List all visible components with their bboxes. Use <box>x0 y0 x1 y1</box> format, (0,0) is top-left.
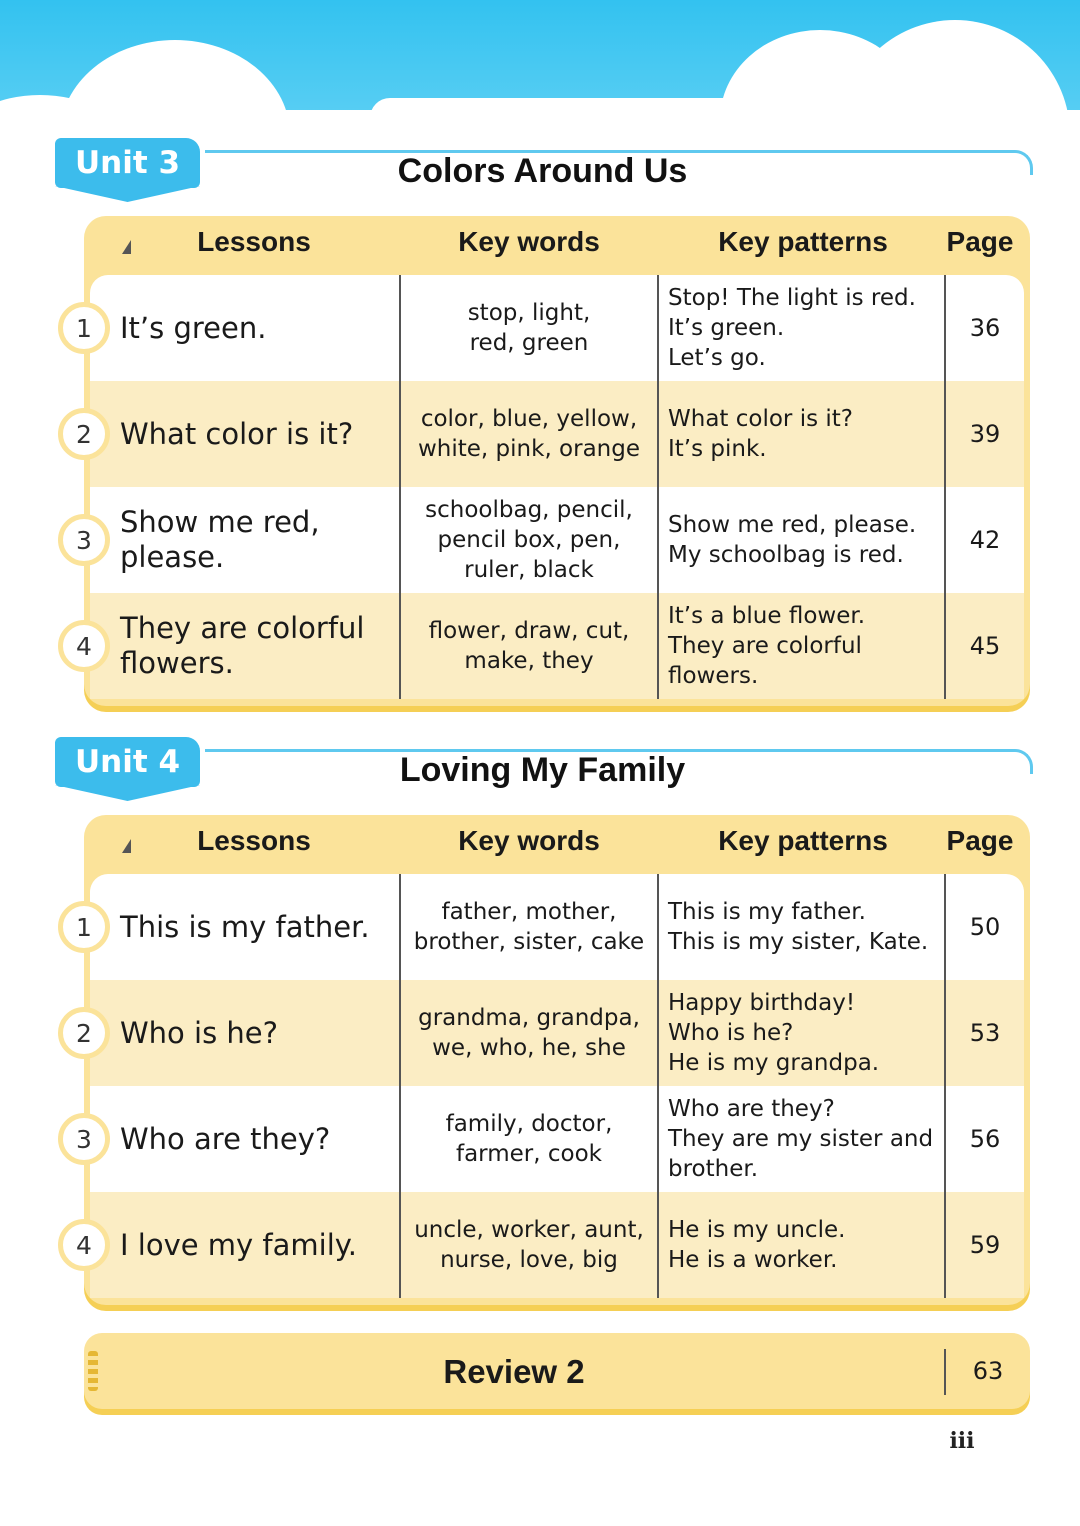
lesson-title: They are colorful flowers. <box>120 611 365 680</box>
header-page: Page <box>946 825 1014 856</box>
page-number-cell: 56 <box>969 1125 1001 1153</box>
table-header <box>84 815 1030 871</box>
table-row <box>76 487 1024 593</box>
header-page: Page <box>946 226 1014 257</box>
header-key-patterns: Key patterns <box>718 226 888 257</box>
table-row <box>76 275 1024 381</box>
lesson-number-badge: 4 <box>58 620 110 672</box>
column-divider <box>657 275 659 381</box>
corner-triangle-icon <box>122 839 131 853</box>
column-divider <box>657 874 659 980</box>
key-words-cell: schoolbag, pencil, pencil box, pen, ruler, black <box>425 497 633 583</box>
unit-3-table <box>76 216 1030 706</box>
key-words-cell: grandma, grandpa, we, who, he, she <box>418 1005 640 1061</box>
column-divider <box>657 593 659 699</box>
table-row <box>76 980 1024 1086</box>
table-row <box>76 381 1024 487</box>
table-row <box>76 1192 1024 1298</box>
unit-title: Colors Around Us <box>397 152 688 190</box>
page-number-cell: 53 <box>969 1019 1001 1047</box>
lesson-title: Who are they? <box>120 1121 331 1156</box>
cloud-base <box>0 110 1080 135</box>
lesson-title: I love my family. <box>120 1227 358 1262</box>
key-patterns-cell: Happy birthday! Who is he? He is my grandpa. <box>668 990 880 1076</box>
column-divider <box>657 1086 659 1192</box>
lesson-number-badge: 2 <box>58 408 110 460</box>
lesson-title: Show me red, please. <box>120 505 320 574</box>
lesson-number-badge: 3 <box>58 514 110 566</box>
page-number-cell: 36 <box>969 314 1001 342</box>
column-divider <box>657 487 659 593</box>
key-patterns-cell: Show me red, please. My schoolbag is red. <box>668 512 917 568</box>
page-number-cell: 42 <box>969 526 1001 554</box>
page-number-cell: 59 <box>969 1231 1001 1259</box>
key-words-cell: father, mother, brother, sister, cake <box>413 899 645 955</box>
header-key-words: Key words <box>458 825 600 856</box>
lesson-number-badge: 1 <box>58 302 110 354</box>
page-number-cell: 50 <box>969 913 1001 941</box>
lesson-number-badge: 2 <box>58 1007 110 1059</box>
sky-header <box>0 0 1080 135</box>
lesson-number-badge: 1 <box>58 901 110 953</box>
key-words-cell: uncle, worker, aunt, nurse, love, big <box>414 1217 644 1273</box>
key-patterns-cell: Who are they? They are my sister and brother. <box>668 1096 934 1182</box>
header-lessons: Lessons <box>197 825 311 856</box>
lesson-title: It’s green. <box>120 310 267 345</box>
column-divider <box>657 1192 659 1298</box>
unit-3-header <box>55 138 1030 208</box>
key-patterns-cell: This is my father. This is my sister, Kate. <box>668 899 929 955</box>
unit-4-header <box>55 737 1030 807</box>
table-row <box>76 874 1024 980</box>
key-words-cell: color, blue, yellow, white, pink, orange <box>417 406 641 462</box>
lesson-number-badge: 4 <box>58 1219 110 1271</box>
lesson-number-badge: 3 <box>58 1113 110 1165</box>
review-page: 63 <box>972 1357 1004 1385</box>
header-key-words: Key words <box>458 226 600 257</box>
key-words-cell: flower, draw, cut, make, they <box>428 618 630 674</box>
unit-tab: Unit 4 <box>55 737 200 787</box>
review-bar <box>84 1333 1030 1409</box>
key-patterns-cell: What color is it? It’s pink. <box>668 406 853 462</box>
header-lessons: Lessons <box>197 226 311 257</box>
column-divider <box>657 980 659 1086</box>
unit-4-table <box>76 815 1030 1305</box>
key-patterns-cell: He is my uncle. He is a worker. <box>668 1217 846 1273</box>
unit-title: Loving My Family <box>399 751 686 789</box>
key-words-cell: stop, light, red, green <box>467 300 591 356</box>
table-row <box>76 1086 1024 1192</box>
column-divider <box>657 381 659 487</box>
review-title: Review 2 <box>443 1353 585 1390</box>
corner-triangle-icon <box>122 240 131 254</box>
lesson-title: What color is it? <box>120 416 354 451</box>
key-patterns-cell: It’s a blue flower. They are colorful flowers. <box>668 603 866 689</box>
header-key-patterns: Key patterns <box>718 825 888 856</box>
page-number-cell: 39 <box>969 420 1001 448</box>
lesson-title: This is my father. <box>120 909 370 944</box>
unit-tab: Unit 3 <box>55 138 200 188</box>
key-patterns-cell: Stop! The light is red. It’s green. Let’s go. <box>668 285 916 371</box>
key-words-cell: family, doctor, farmer, cook <box>445 1111 613 1167</box>
page-folio: iii <box>949 1428 975 1454</box>
table-header <box>84 216 1030 272</box>
table-row <box>76 593 1024 699</box>
page-number-cell: 45 <box>969 632 1001 660</box>
lesson-title: Who is he? <box>120 1015 279 1050</box>
